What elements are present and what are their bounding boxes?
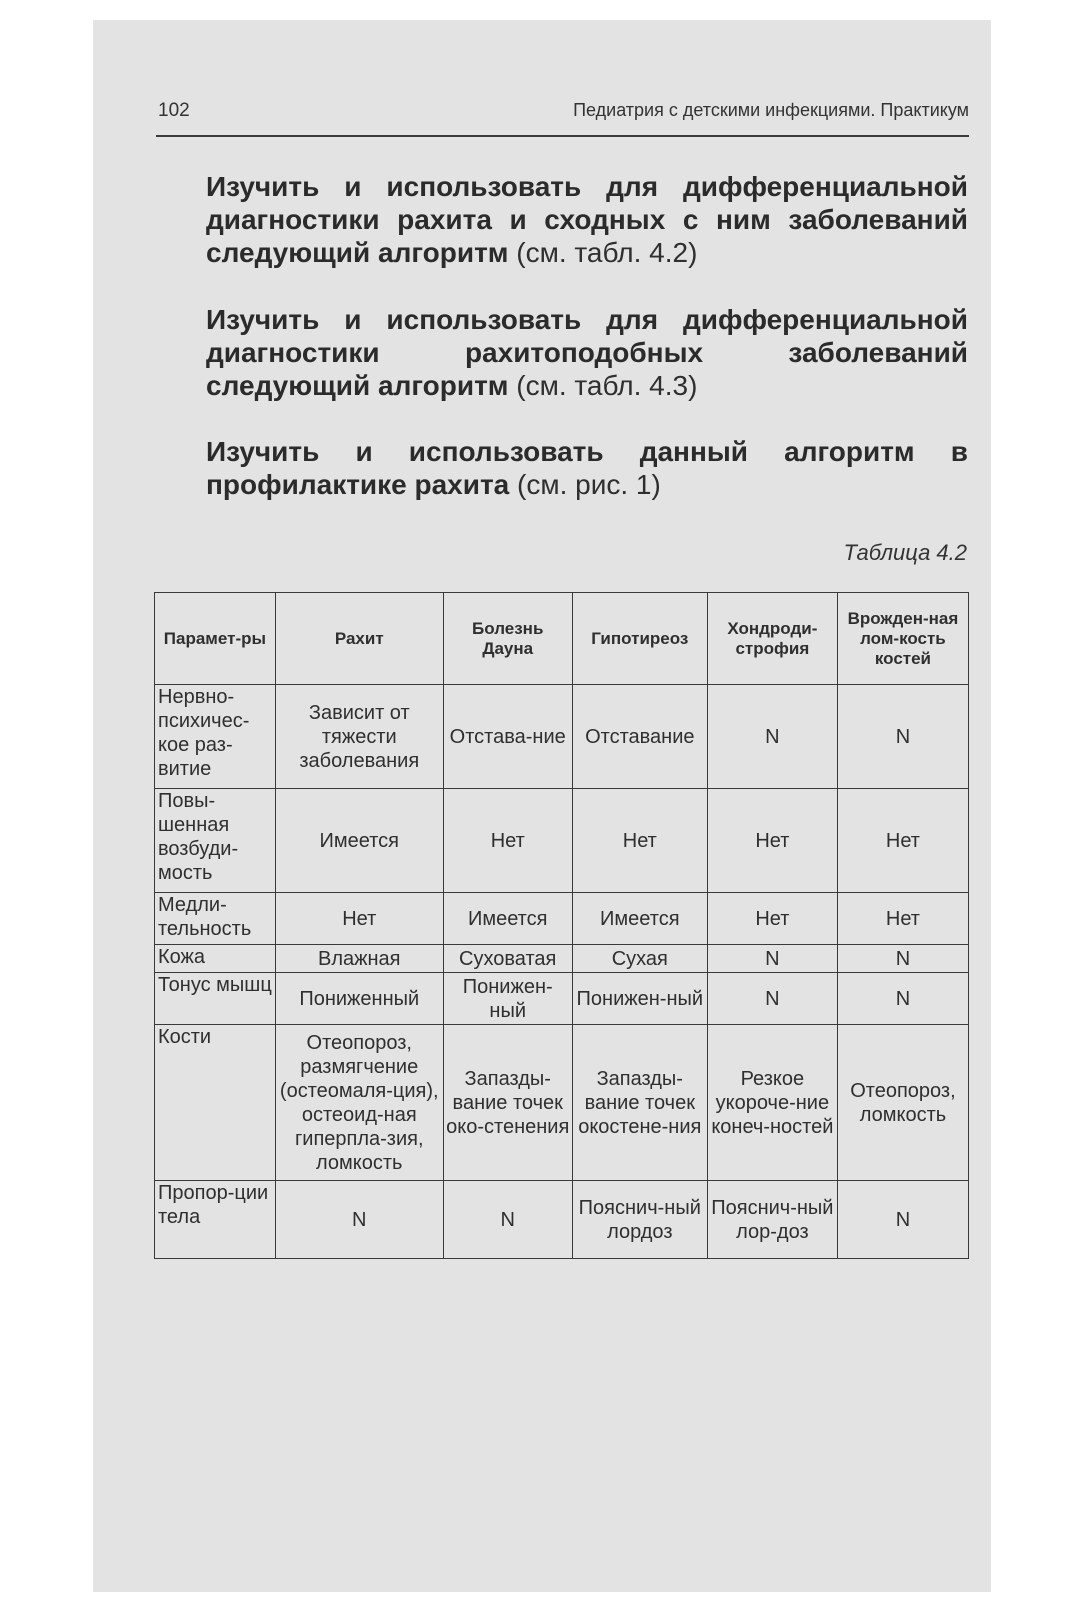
instruction-text: Изучить и использовать для дифференциальной диагностики рахитоподобных заболеваний следующий алгоритм	[206, 304, 968, 401]
table-cell: Сухая	[572, 945, 707, 973]
table-cell: Понижен-ный	[443, 973, 572, 1025]
table-cell: Пояснич-ный лор-доз	[707, 1181, 837, 1259]
running-title: Педиатрия с детскими инфекциями. Практикум	[573, 100, 969, 120]
table-cell: N	[837, 973, 968, 1025]
instruction-reference: (см. рис. 1)	[517, 469, 661, 500]
table-cell: Нервно-психичес-кое раз-витие	[155, 685, 276, 789]
table-cell: Нет	[837, 893, 968, 945]
instruction-3	[206, 435, 968, 501]
table-cell: Имеется	[443, 893, 572, 945]
table-cell: N	[707, 973, 837, 1025]
table-cell: Нет	[707, 893, 837, 945]
table-caption: Таблица 4.2	[843, 540, 967, 565]
table-cell: Резкое укороче-ние конеч-ностей	[707, 1025, 837, 1181]
table-row	[155, 1181, 969, 1259]
table-cell: Имеется	[572, 893, 707, 945]
table-cell: N	[837, 1181, 968, 1259]
table-cell: Запазды-вание точек окостене-ния	[572, 1025, 707, 1181]
column-header: Хондроди-строфия	[707, 593, 837, 685]
table-cell: Тонус мышц	[155, 973, 276, 1025]
differential-diagnosis-table	[154, 592, 969, 1259]
table-cell: Нет	[275, 893, 443, 945]
table-cell: Нет	[837, 789, 968, 893]
table-cell: Пониженный	[275, 973, 443, 1025]
instruction-2	[206, 303, 968, 402]
table-cell: Нет	[443, 789, 572, 893]
table-cell: Влажная	[275, 945, 443, 973]
column-header: Рахит	[275, 593, 443, 685]
scanned-page	[93, 20, 991, 1592]
table-cell: Зависит от тяжести заболевания	[275, 685, 443, 789]
table-cell: N	[707, 945, 837, 973]
table-cell: Запазды-вание точек око-стенения	[443, 1025, 572, 1181]
instruction-text: Изучить и использовать данный алгоритм в профилактике рахита	[206, 436, 968, 500]
instruction-text: Изучить и использовать для дифференциальной диагностики рахита и сходных с ним заболеваний следующий алгоритм	[206, 171, 968, 268]
table-cell: Кожа	[155, 945, 276, 973]
table-cell: Пояснич-ный лордоз	[572, 1181, 707, 1259]
table-cell: N	[707, 685, 837, 789]
table-row	[155, 945, 969, 973]
table-cell: Отеопороз, ломкость	[837, 1025, 968, 1181]
instruction-1	[206, 170, 968, 269]
table-header-row	[155, 593, 969, 685]
table-cell: Имеется	[275, 789, 443, 893]
column-header: Гипотиреоз	[572, 593, 707, 685]
page-number: 102	[158, 100, 190, 121]
table-cell: Повы-шенная возбуди-мость	[155, 789, 276, 893]
instruction-reference: (см. табл. 4.3)	[516, 370, 698, 401]
column-header: Врожден-ная лом-кость костей	[837, 593, 968, 685]
table-row	[155, 893, 969, 945]
column-header: Парамет-ры	[155, 593, 276, 685]
table-row	[155, 1025, 969, 1181]
table-cell: Нет	[572, 789, 707, 893]
table-row	[155, 685, 969, 789]
table-row	[155, 789, 969, 893]
table-cell: N	[837, 685, 968, 789]
table-cell: Кости	[155, 1025, 276, 1181]
table-cell: Отставание	[572, 685, 707, 789]
instruction-reference: (см. табл. 4.2)	[516, 237, 698, 268]
table-cell: Медли-тельность	[155, 893, 276, 945]
table-cell: N	[837, 945, 968, 973]
table-cell: Понижен-ный	[572, 973, 707, 1025]
table-cell: Отстава-ние	[443, 685, 572, 789]
table-cell: Отеопороз, размягчение (остеомаля-ция), остеоид-ная гиперпла-зия, ломкость	[275, 1025, 443, 1181]
table-cell: Пропор-ции тела	[155, 1181, 276, 1259]
header-rule	[156, 135, 969, 137]
table-cell: N	[275, 1181, 443, 1259]
table-cell: N	[443, 1181, 572, 1259]
column-header: Болезнь Дауна	[443, 593, 572, 685]
table-row	[155, 973, 969, 1025]
table-cell: Суховатая	[443, 945, 572, 973]
table-cell: Нет	[707, 789, 837, 893]
